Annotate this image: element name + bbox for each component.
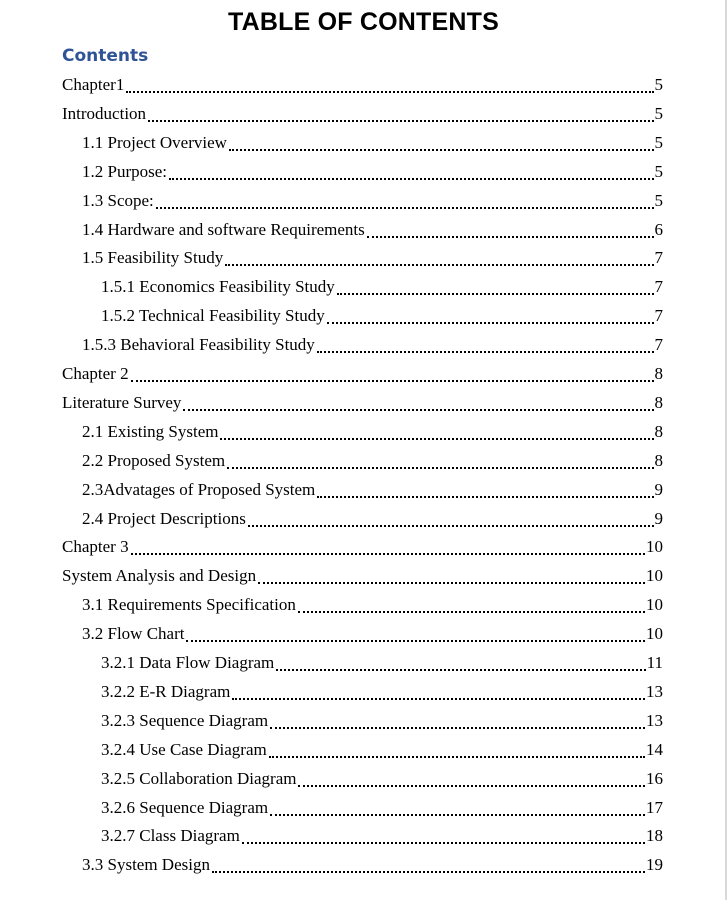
toc-entry-label: 3.2.5 Collaboration Diagram: [101, 768, 297, 788]
toc-entry-label: 2.1 Existing System: [82, 421, 219, 441]
toc-entry-label: 1.5.2 Technical Feasibility Study: [101, 306, 325, 326]
toc-entry[interactable]: [82, 215, 663, 244]
toc-dot-leader: [212, 862, 645, 873]
toc-entry-label: 1.5.1 Economics Feasibility Study: [101, 277, 335, 297]
toc-dot-leader: [327, 313, 654, 324]
toc-entry-page-number: 7: [654, 277, 663, 297]
toc-entry[interactable]: [82, 128, 663, 157]
toc-dot-leader: [248, 516, 654, 527]
toc-dot-leader: [269, 747, 645, 758]
toc-entry-label: 2.3Advatages of Proposed System: [82, 479, 316, 499]
toc-entry[interactable]: [101, 793, 663, 822]
toc-dot-leader: [156, 198, 654, 209]
toc-entry[interactable]: [62, 388, 663, 417]
toc-entry-label: System Analysis and Design: [62, 566, 257, 586]
toc-entry-label: 1.3 Scope:: [82, 190, 154, 210]
toc-entry-label: 3.2.4 Use Case Diagram: [101, 739, 267, 759]
toc-entry[interactable]: [82, 475, 663, 504]
toc-entry[interactable]: [101, 677, 663, 706]
toc-entry-label: 3.1 Requirements Specification: [82, 595, 296, 615]
toc-entry[interactable]: [82, 243, 663, 272]
toc-entry-label: Introduction: [62, 103, 147, 123]
toc-entry[interactable]: [82, 186, 663, 215]
toc-dot-leader: [183, 400, 653, 411]
toc-entry-label: 3.2.1 Data Flow Diagram: [101, 653, 275, 672]
toc-entry-page-number: 8: [654, 364, 663, 383]
toc-dot-leader: [276, 660, 645, 671]
toc-entry-label: 3.2.6 Sequence Diagram: [101, 797, 269, 817]
toc-entry[interactable]: [101, 648, 663, 677]
toc-entry-page-number: 7: [654, 248, 663, 268]
toc-dot-leader: [169, 169, 654, 180]
toc-entry-page-number: 10: [646, 624, 663, 644]
toc-entry-page-number: 6: [654, 219, 663, 239]
toc-entry[interactable]: [101, 272, 663, 301]
toc-entry-label: 3.2.7 Class Diagram: [101, 826, 240, 846]
toc-entry-page-number: 13: [646, 681, 663, 701]
toc-dot-leader: [242, 833, 645, 844]
toc-entry-label: Literature Survey: [62, 392, 182, 412]
toc-entry-page-number: 8: [654, 450, 663, 470]
toc-entry[interactable]: [82, 619, 663, 648]
toc-entry[interactable]: [101, 764, 663, 793]
toc-entry-page-number: 16: [646, 768, 663, 788]
toc-entry-label: 3.2.2 E-R Diagram: [101, 681, 231, 701]
toc-entry-page-number: 11: [646, 653, 663, 672]
toc-entry-page-number: 8: [654, 421, 663, 441]
toc-dot-leader: [317, 487, 653, 498]
toc-dot-leader: [298, 776, 645, 787]
toc-entry[interactable]: [101, 821, 663, 850]
toc-dot-leader: [186, 631, 645, 642]
toc-dot-leader: [225, 255, 653, 266]
toc-entry-label: Chapter 3: [62, 537, 129, 557]
toc-dot-leader: [270, 805, 645, 816]
toc-dot-leader: [126, 82, 653, 93]
toc-dot-leader: [298, 602, 645, 613]
toc-entry-page-number: 13: [646, 710, 663, 730]
toc-dot-leader: [131, 544, 645, 555]
toc-entry-page-number: 8: [654, 392, 663, 412]
toc-dot-leader: [229, 140, 654, 151]
toc-entry-page-number: 9: [654, 479, 663, 499]
toc-dot-leader: [220, 429, 653, 440]
toc-dot-leader: [317, 342, 654, 353]
toc-entry[interactable]: [82, 157, 663, 186]
toc-entry[interactable]: [62, 70, 663, 99]
toc-entry-page-number: 14: [646, 739, 663, 759]
toc-entry-label: 3.2.3 Sequence Diagram: [101, 710, 269, 730]
toc-entry-page-number: 10: [646, 537, 663, 557]
toc-entry[interactable]: [101, 301, 663, 330]
toc-entry-page-number: 9: [654, 508, 663, 528]
toc-entry-page-number: 5: [654, 75, 663, 94]
toc-entry-page-number: 5: [654, 103, 663, 123]
toc-entry-label: Chapter 2: [62, 364, 129, 383]
toc-dot-leader: [232, 689, 645, 700]
toc-entry[interactable]: [82, 330, 663, 359]
toc-entry[interactable]: [62, 532, 663, 561]
toc-entry-label: 1.5 Feasibility Study: [82, 248, 224, 268]
toc-entry-label: 2.2 Proposed System: [82, 450, 226, 470]
toc-dot-leader: [131, 371, 654, 382]
toc-entry-label: 3.3 System Design: [82, 855, 210, 875]
toc-entry-page-number: 18: [646, 826, 663, 846]
toc-entry[interactable]: [62, 561, 663, 590]
toc-entry-label: 3.2 Flow Chart: [82, 624, 185, 644]
toc-entry-page-number: 7: [654, 306, 663, 326]
toc-dot-leader: [270, 718, 645, 729]
toc-entry-label: 1.2 Purpose:: [82, 161, 167, 181]
toc-entry-page-number: 5: [654, 161, 663, 181]
toc-dot-leader: [227, 458, 653, 469]
toc-entry[interactable]: [62, 359, 663, 388]
toc-heading: Contents: [62, 46, 149, 66]
toc-dot-leader: [337, 284, 654, 295]
toc-entry-label: Chapter1: [62, 75, 125, 94]
toc-entry[interactable]: [82, 590, 663, 619]
toc-entry-page-number: 5: [654, 190, 663, 210]
toc-entry-label: 1.4 Hardware and software Requirements: [82, 219, 365, 239]
toc-entry-label: 2.4 Project Descriptions: [82, 508, 246, 528]
toc-entry[interactable]: [82, 417, 663, 446]
toc-dot-leader: [148, 111, 653, 122]
toc-dot-leader: [367, 227, 654, 238]
toc-entry-page-number: 17: [646, 797, 663, 817]
toc-entry-label: 1.1 Project Overview: [82, 132, 227, 152]
toc-entry[interactable]: [82, 446, 663, 475]
toc-entry[interactable]: [101, 706, 663, 735]
toc-dot-leader: [258, 573, 645, 584]
toc-entry-label: 1.5.3 Behavioral Feasibility Study: [82, 335, 315, 355]
toc-entry[interactable]: [82, 850, 663, 879]
toc-entry-page-number: 19: [646, 855, 663, 875]
toc-entry[interactable]: [62, 99, 663, 128]
toc-entry[interactable]: [101, 735, 663, 764]
page-title: TABLE OF CONTENTS: [228, 8, 499, 36]
toc-entry[interactable]: [82, 504, 663, 533]
toc-entry-page-number: 10: [646, 595, 663, 615]
toc-entry-page-number: 5: [654, 132, 663, 152]
toc-entry-page-number: 10: [646, 566, 663, 586]
toc-entry-page-number: 7: [654, 335, 663, 355]
